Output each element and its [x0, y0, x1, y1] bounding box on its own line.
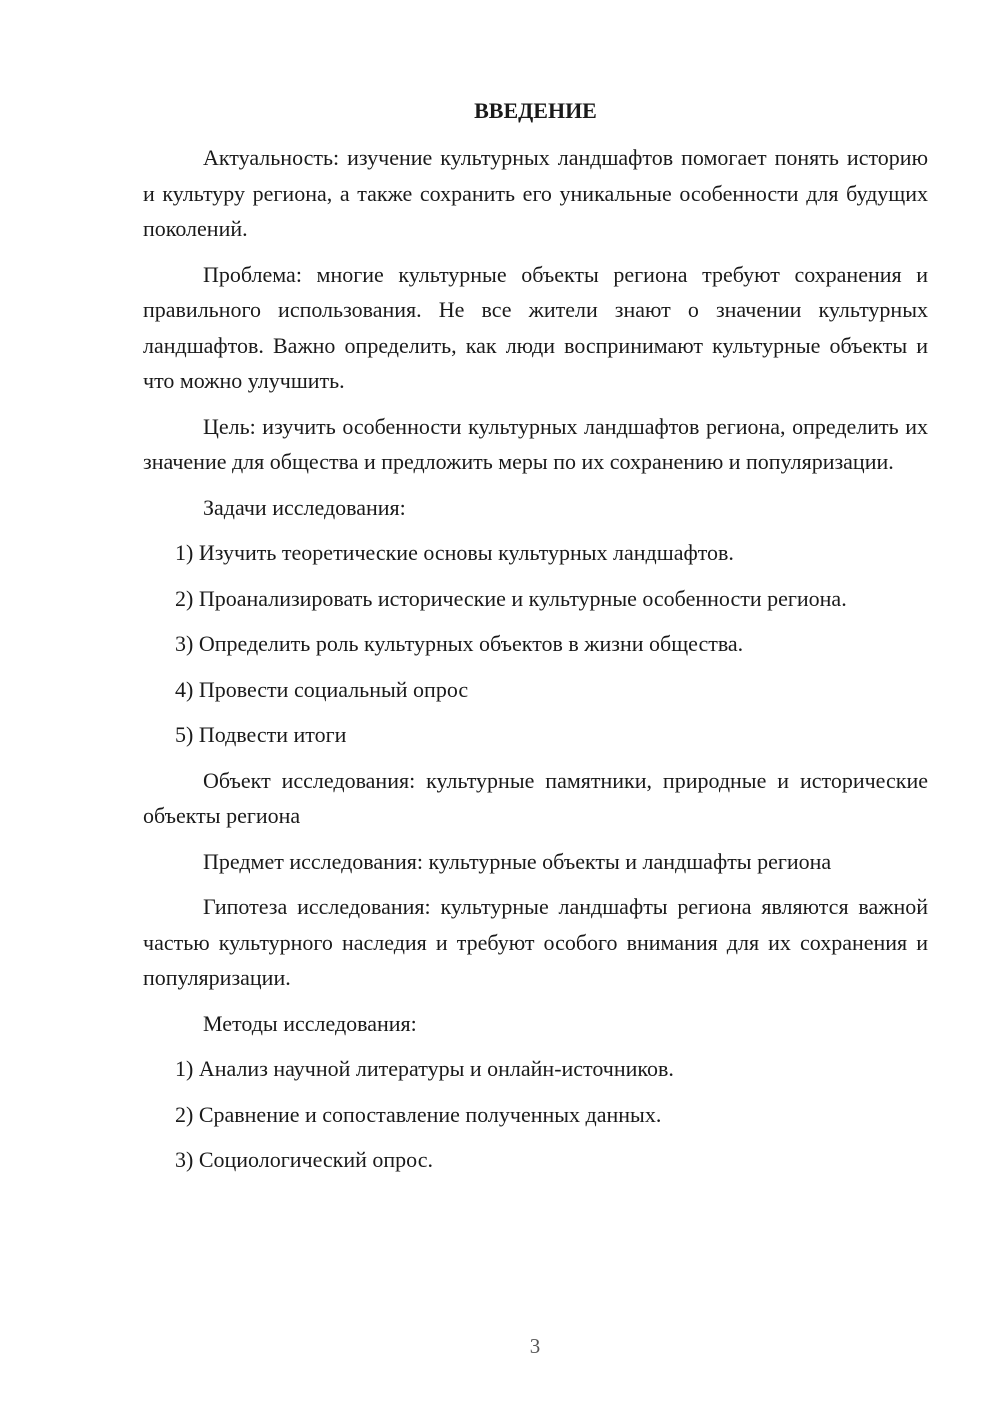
method-item: 2) Сравнение и сопоставление полученных данных.	[175, 1101, 662, 1127]
document-page	[143, 96, 928, 1188]
tasks-heading: Задачи исследования:	[203, 494, 406, 520]
method-item: 3) Социологический опрос.	[175, 1147, 433, 1172]
task-item: 4) Провести социальный опрос	[175, 676, 469, 702]
relevance-paragraph: Актуальность: изучение культурных ландшафтов помогает понять историю и культуру региона, а также сохранить его уникальные особенности для будущих поколений.	[143, 145, 928, 241]
task-item: 1) Изучить теоретические основы культурных ландшафтов.	[175, 540, 734, 565]
subject-paragraph: Предмет исследования: культурные объекты и ландшафты региона	[203, 848, 832, 874]
method-item: 1) Анализ научной литературы и онлайн-источников.	[175, 1056, 674, 1081]
hypothesis-paragraph: Гипотеза исследования: культурные ландшафты региона являются важной частью культурного наследия и требуют особого внимания для их сохранения и популяризации.	[143, 894, 928, 990]
methods-heading: Методы исследования:	[203, 1010, 417, 1036]
task-item: 5) Подвести итоги	[175, 722, 347, 747]
task-item: 2) Проанализировать исторические и культурные особенности региона.	[175, 585, 847, 611]
problem-paragraph: Проблема: многие культурные объекты региона требуют сохранения и правильного использования. Не все жители знают о значении культурных ландшафтов. Важно определить, как люди воспринимают культурные объекты и что можно улучшить.	[143, 261, 928, 393]
page-heading: ВВЕДЕНИЕ	[474, 98, 597, 123]
page-number: 3	[529, 1334, 541, 1358]
object-paragraph: Объект исследования: культурные памятники, природные и исторические объекты региона	[143, 767, 928, 828]
goal-paragraph: Цель: изучить особенности культурных ландшафтов региона, определить их значение для общества и предложить меры по их сохранению и популяризации.	[143, 413, 928, 474]
task-item: 3) Определить роль культурных объектов в жизни общества.	[175, 631, 744, 656]
